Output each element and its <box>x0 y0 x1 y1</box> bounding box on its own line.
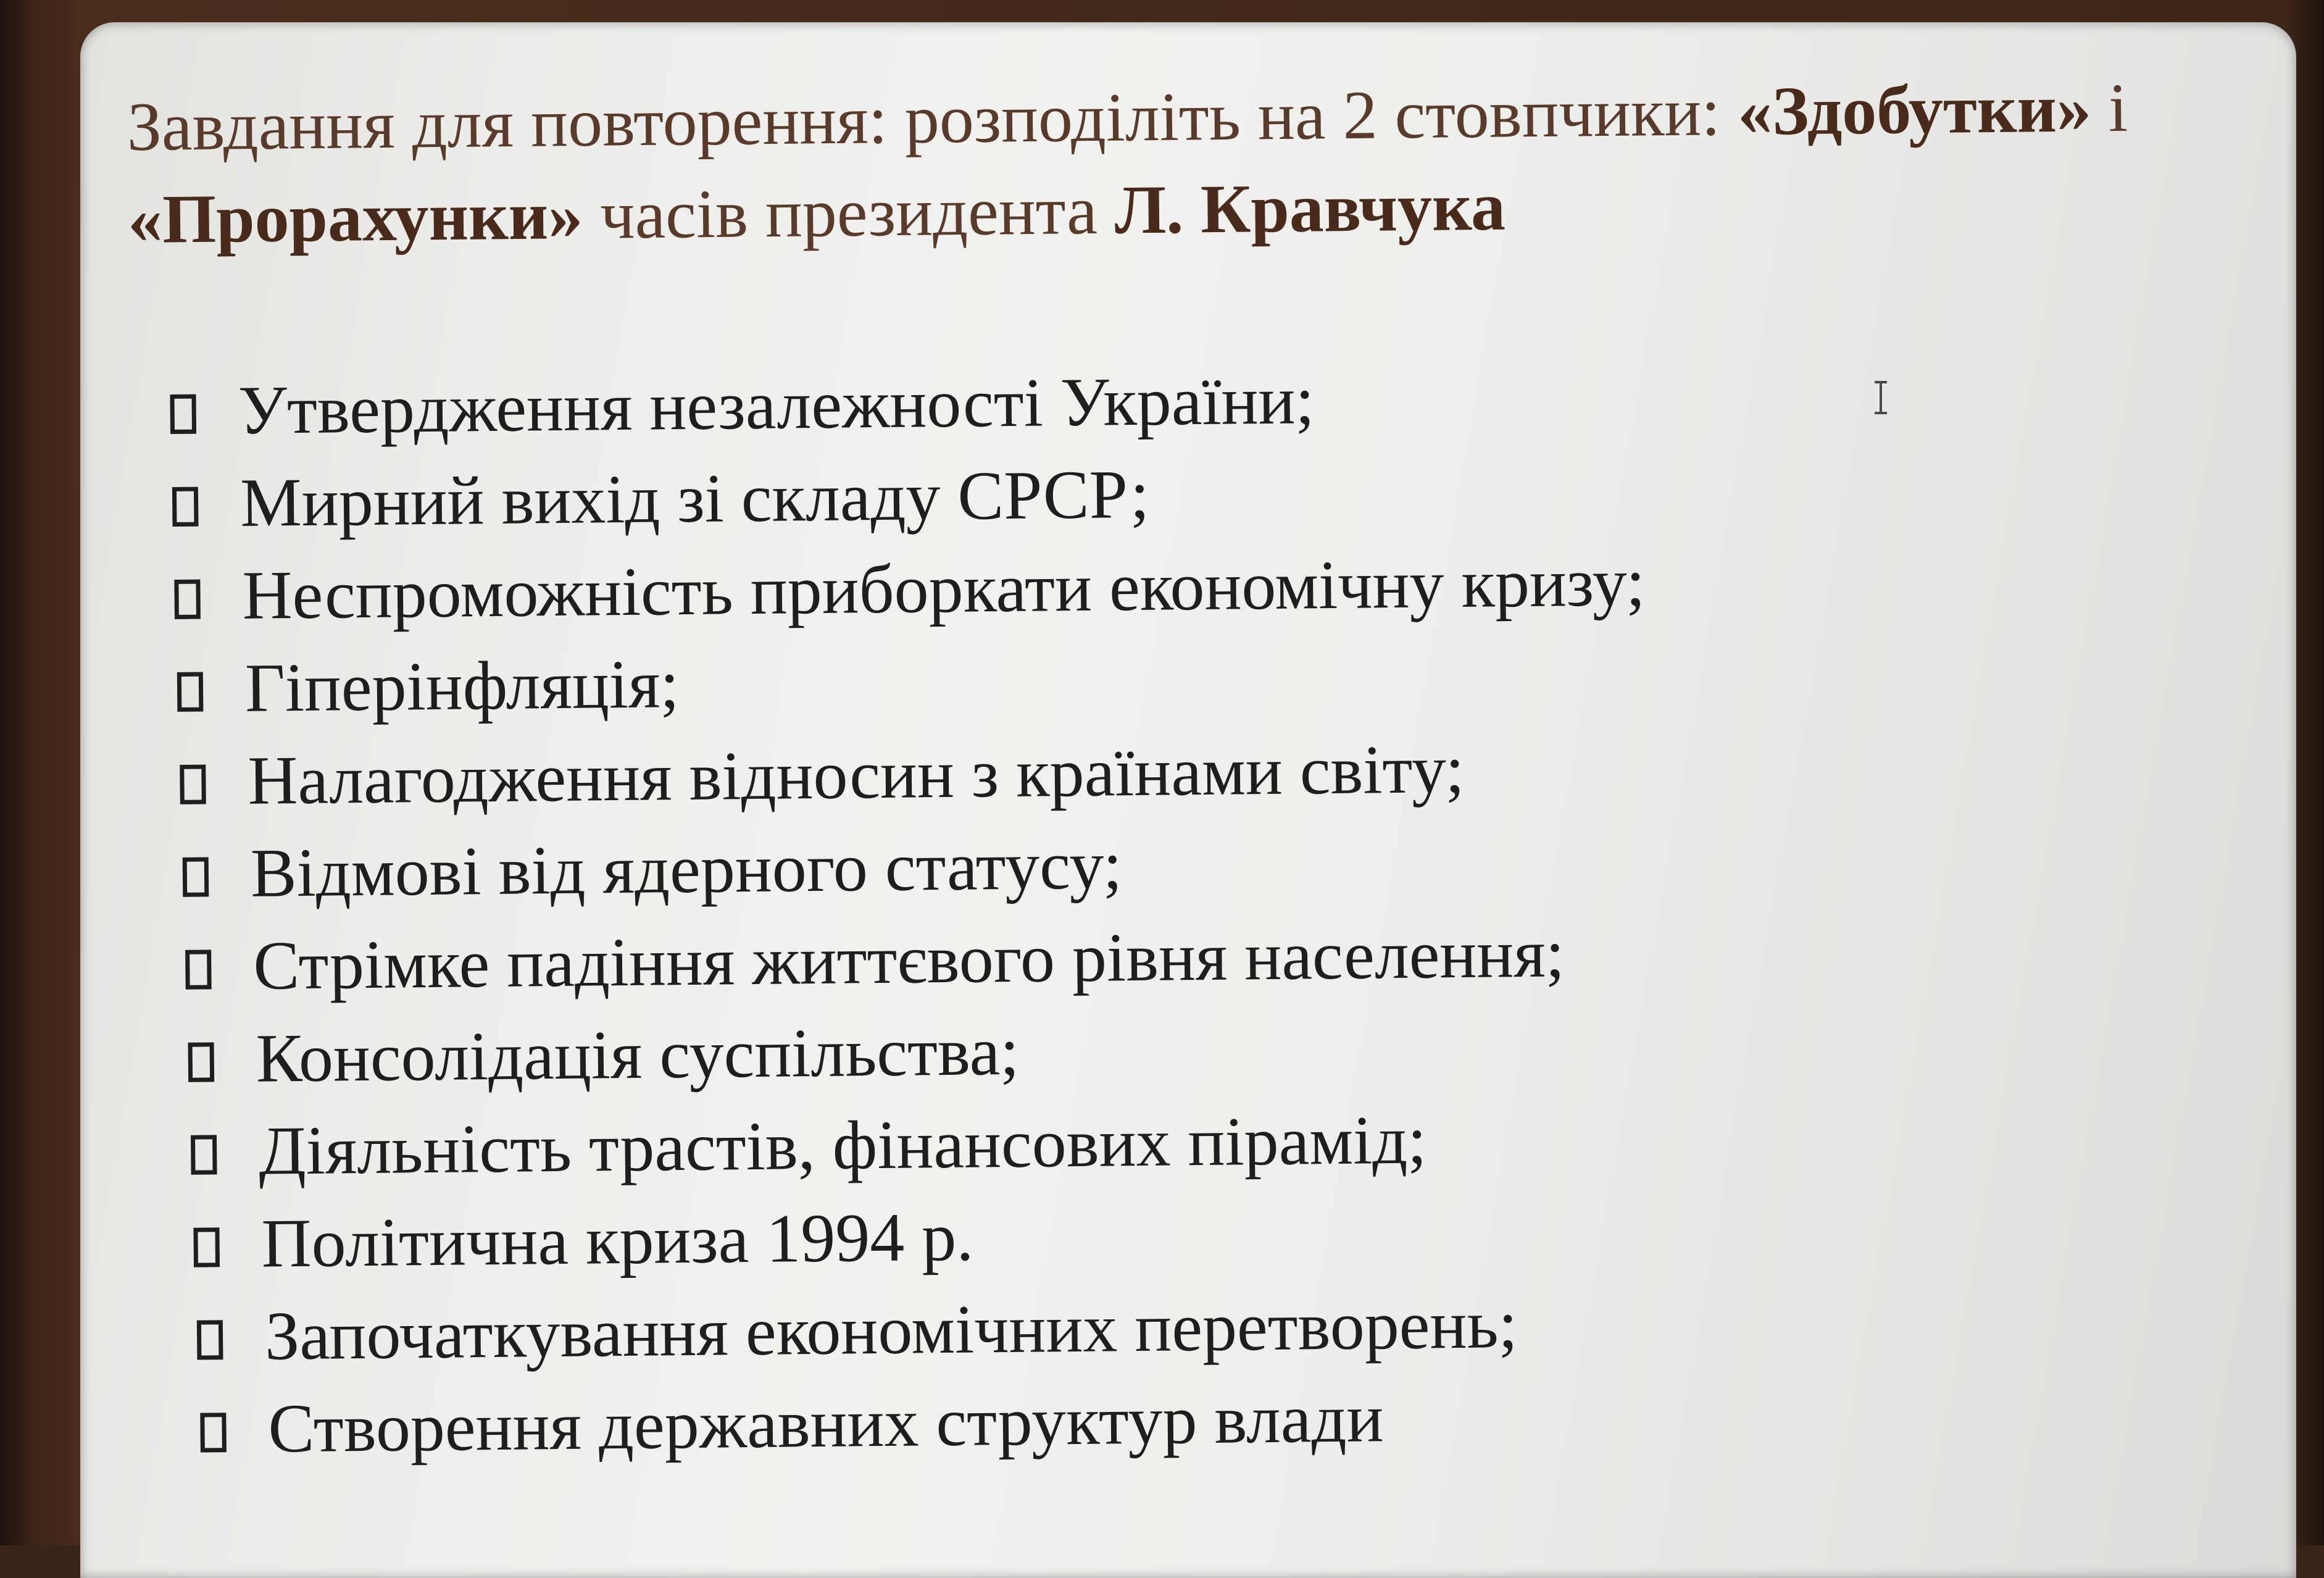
checkbox-icon <box>174 580 201 619</box>
checkbox-icon <box>200 1413 227 1452</box>
list-item <box>196 1272 2154 1383</box>
task-list <box>170 346 2155 1476</box>
list-item-text: Утвердження незалежності України; <box>238 361 1315 449</box>
list-item <box>177 624 2148 735</box>
text-cursor-icon <box>1872 379 1890 416</box>
heading-prefix: Завдання для повторення: розподіліть на 2 стовпчики: <box>127 73 1738 165</box>
list-item-text: Стрімке падіння життєвого рівня населення; <box>252 914 1565 1004</box>
list-item <box>172 438 2146 550</box>
miscalculations-label: «Прорахунки» <box>127 177 583 258</box>
list-item-text: Започаткування економічних перетворень; <box>264 1285 1518 1375</box>
list-item <box>185 901 2151 1013</box>
list-item-text: Налагодження відносин з країнами світу; <box>247 730 1465 819</box>
list-item-text: Неспроможність приборкати економічну кризу; <box>241 543 1646 634</box>
checkbox-icon <box>177 672 204 712</box>
checkbox-icon <box>185 950 212 989</box>
checkbox-icon <box>193 1227 220 1267</box>
list-item <box>182 809 2150 920</box>
list-item-text: Політична криза 1994 р. <box>261 1198 974 1282</box>
list-item <box>200 1364 2155 1476</box>
checkbox-icon <box>170 394 196 434</box>
list-item-text: Гіперінфляція; <box>244 645 680 727</box>
checkbox-icon <box>180 764 206 804</box>
president-name: Л. Кравчука <box>1114 168 1506 249</box>
checkbox-icon <box>172 487 199 527</box>
achievements-label: «Здобутки» <box>1737 70 2092 150</box>
presentation-slide <box>80 22 2296 1578</box>
task-heading <box>127 60 2289 266</box>
list-item <box>193 1179 2154 1290</box>
heading-middle: часів президента <box>582 172 1115 254</box>
heading-conjunction: і <box>2091 69 2128 147</box>
list-item-text: Мирний вихід зі складу СРСР; <box>239 456 1150 541</box>
list-item-text: Консолідація суспільства; <box>256 1012 1020 1097</box>
list-item <box>191 1087 2153 1198</box>
checkbox-icon <box>188 1042 215 1082</box>
list-item-text: Створення державних структур влади <box>267 1379 1384 1467</box>
list-item <box>188 994 2152 1106</box>
list-item <box>170 346 2146 457</box>
list-item-text: Діяльність трастів, фінансових пірамід; <box>258 1101 1427 1190</box>
list-item <box>174 531 2147 643</box>
list-item-text: Відмові від ядерного статусу; <box>250 826 1123 912</box>
checkbox-icon <box>191 1135 217 1174</box>
checkbox-icon <box>197 1320 223 1359</box>
list-item <box>180 716 2149 828</box>
checkbox-icon <box>183 857 209 896</box>
